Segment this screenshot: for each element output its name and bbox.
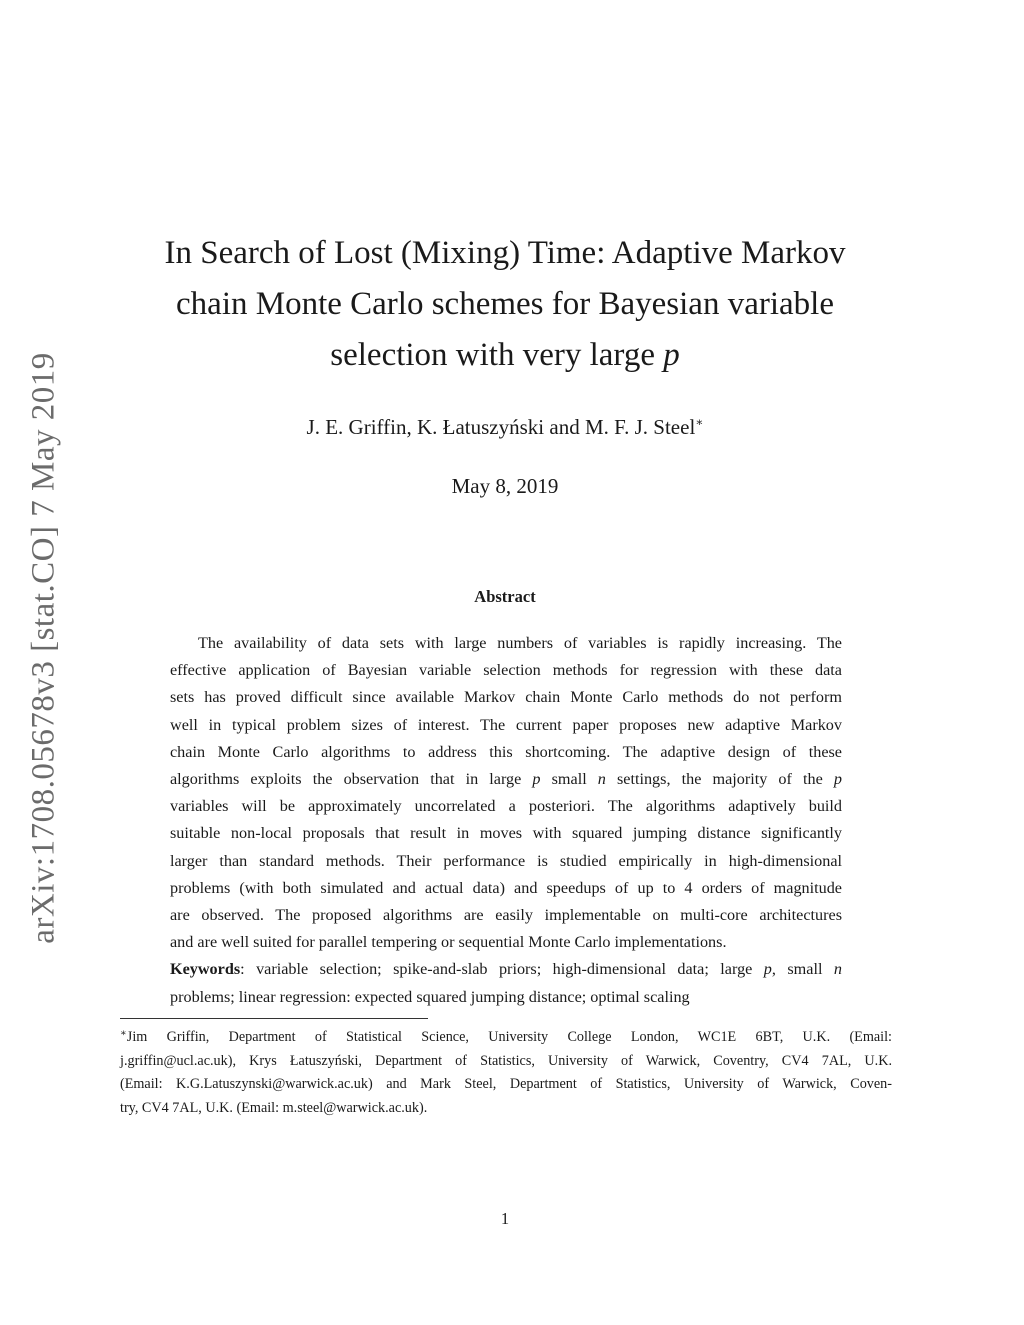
abstract-line: well in typical problem sizes of interest. The current paper proposes new adaptive Markov (170, 715, 842, 734)
keywords-text: , small (771, 960, 834, 979)
math-p: p (833, 770, 842, 789)
abstract-text: algorithms exploits the observation that in large (170, 770, 533, 789)
abstract-line: sets has proved difficult since available Markov chain Monte Carlo methods do not perform (170, 688, 842, 707)
math-n: n (833, 960, 842, 979)
author-footnote-mark[interactable]: ∗ (695, 415, 704, 429)
title-line-3 (140, 330, 870, 381)
publication-date: May 8, 2019 (451, 474, 559, 498)
title-line-2: chain Monte Carlo schemes for Bayesian variable (176, 286, 834, 322)
abstract-body (170, 630, 842, 1011)
author-footnote (120, 1022, 892, 1120)
keywords-line-2: problems; linear regression: expected squared jumping distance; optimal scaling (170, 987, 690, 1006)
footnote-mark: ∗ (120, 1028, 127, 1039)
paper-title (140, 228, 870, 381)
footnote-text: Jim Griffin, Department of Statistical Science, University College London, WC1E 6BT, U.K. (Email: (126, 1029, 892, 1045)
footnote-line-1 (120, 1022, 892, 1050)
title-line-3-text: selection with very large (330, 337, 664, 373)
abstract-text: settings, the majority of the (605, 770, 834, 789)
abstract-line-math (170, 766, 842, 793)
abstract-line: variables will be approximately uncorrelated a posteriori. The algorithms adaptively build (170, 797, 842, 816)
abstract-line: larger than standard methods. Their performance is studied empirically in high-dimensional (170, 851, 842, 870)
math-n: n (597, 770, 606, 789)
footnote-divider (120, 1018, 428, 1019)
math-p: p (763, 960, 772, 979)
footnote-line-2: j.griffin@ucl.ac.uk), Krys Łatuszyński, Department of Statistics, University of Warwick, Coventry, CV4 7AL, U.K. (120, 1052, 892, 1069)
footnote-line-3: (Email: K.G.Latuszynski@warwick.ac.uk) and Mark Steel, Department of Statistics, University of Warwick, Coven- (120, 1076, 892, 1092)
abstract-line: suitable non-local proposals that result in moves with squared jumping distance significantly (170, 824, 842, 843)
keywords-label: Keywords (170, 960, 241, 979)
author-names: J. E. Griffin, K. Łatuszyński and M. F. J. Steel (306, 415, 696, 439)
abstract-line: chain Monte Carlo algorithms to address this shortcoming. The adaptive design of these (170, 742, 842, 761)
abstract-line: effective application of Bayesian variable selection methods for regression with these data (170, 661, 842, 680)
keywords-text: : variable selection; spike-and-slab priors; high-dimensional data; large (240, 960, 764, 979)
abstract-line: The availability of data sets with large numbers of variables is rapidly increasing. The (198, 634, 842, 652)
arxiv-identifier-stamp: arXiv:1708.05678v3 [stat.CO] 7 May 2019 (25, 352, 62, 944)
footnote-line-4: try, CV4 7AL, U.K. (Email: m.steel@warwick.ac.uk). (120, 1099, 428, 1116)
abstract-line: and are well suited for parallel tempering or sequential Monte Carlo implementations. (170, 933, 727, 952)
abstract-line: are observed. The proposed algorithms are easily implementable on multi-core architectures (170, 906, 842, 925)
author-list (140, 415, 870, 440)
abstract-heading: Abstract (474, 587, 536, 606)
abstract-text: small (540, 770, 598, 789)
title-line-1: In Search of Lost (Mixing) Time: Adaptive Markov (164, 235, 846, 271)
abstract-line: problems (with both simulated and actual data) and speedups of up to 4 orders of magnitude (170, 878, 842, 897)
keywords-line-1 (170, 956, 842, 983)
page-number: 1 (500, 1209, 510, 1228)
title-math-p: p (663, 337, 680, 373)
math-p: p (532, 770, 541, 789)
